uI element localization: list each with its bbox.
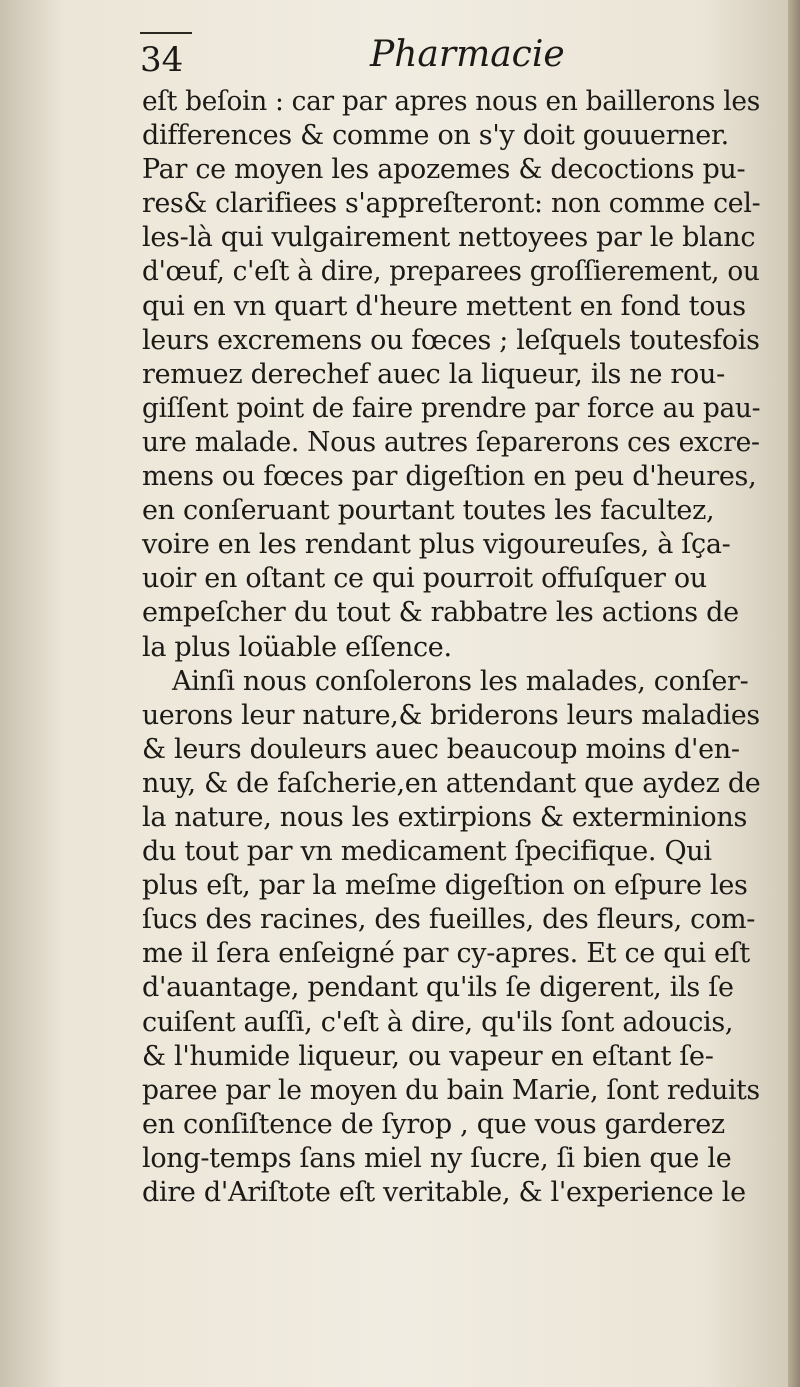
paragraph-start-line: Ainſi nous conſolerons les malades, conſer- <box>172 665 749 697</box>
text-line: d'auantage, pendant qu'ils ſe digerent, ils ſe <box>142 972 734 1004</box>
text-line: & l'humide liqueur, ou vapeur en eſtant ſe- <box>142 1040 714 1072</box>
text-line: mens ou fœces par digeſtion en peu d'heures, <box>142 461 757 493</box>
text-line: cuiſent auſſi, c'eſt à dire, qu'ils ſont adoucis, <box>142 1006 734 1038</box>
text-line: empeſcher du tout & rabbatre les actions de <box>142 597 739 629</box>
page-header <box>140 32 740 82</box>
text-line: les-là qui vulgairement nettoyees par le blanc <box>142 222 756 254</box>
text-line: nuy, & de faſcherie,en attendant que aydez de <box>142 767 761 799</box>
text-line: uerons leur nature,& briderons leurs maladies <box>142 699 760 731</box>
text-line: qui en vn quart d'heure mettent en fond tous <box>142 290 746 322</box>
text-line: d'œuf, c'eſt à dire, preparees groſſierement, ou <box>142 256 760 288</box>
text-line: dire d'Ariſtote eſt veritable, & l'experience le <box>142 1177 746 1208</box>
text-line: uoir en oſtant ce qui pourroit offuſquer ou <box>142 563 707 595</box>
text-line: giſſent point de faire prendre par force au pau- <box>142 392 761 424</box>
text-line: la nature, nous les extirpions & exterminions <box>142 801 748 833</box>
text-line: du tout par vn medicament ſpecifique. Qui <box>142 836 712 868</box>
text-line: & leurs douleurs auec beaucoup moins d'en- <box>142 733 740 765</box>
text-line: res& clarifiees s'appreſteront: non comme cel- <box>142 188 761 220</box>
text-line: leurs excremens ou fœces ; leſquels toutesfois <box>142 324 760 356</box>
running-head: Pharmacie <box>370 34 565 75</box>
text-line: paree par le moyen du bain Marie, ſont reduits <box>142 1074 760 1106</box>
text-line: en conſiſtence de ſyrop , que vous garderez <box>142 1108 725 1140</box>
text-line: Par ce moyen les apozemes & decoctions pu- <box>142 154 746 186</box>
body-text <box>142 85 760 1210</box>
text-line: plus eſt, par la meſme digeſtion on eſpure les <box>142 870 748 902</box>
text-line: remuez derechef auec la liqueur, ils ne rou- <box>142 358 725 390</box>
text-line: la plus loüable eſſence. <box>142 631 452 663</box>
text-line: voire en les rendant plus vigoureuſes, à ſça- <box>142 529 731 561</box>
text-line: eſt beſoin : car par apres nous en baillerons les <box>142 86 760 117</box>
text-line: differences & comme on s'y doit gouuerner. <box>142 120 729 152</box>
text-line: long-temps ſans miel ny ſucre, ſi bien que le <box>142 1142 732 1174</box>
text-line: me il ſera enſeigné par cy-apres. Et ce qui eſt <box>142 938 750 970</box>
text-line: ure malade. Nous autres ſeparerons ces excre- <box>142 426 760 458</box>
header-rule <box>140 32 192 34</box>
page-spine-shadow <box>788 0 800 1387</box>
text-line: ſucs des racines, des fueilles, des fleurs, com- <box>142 904 756 936</box>
text-line: en conſeruant pourtant toutes les facultez, <box>142 495 715 527</box>
page-number: 34 <box>140 40 184 80</box>
